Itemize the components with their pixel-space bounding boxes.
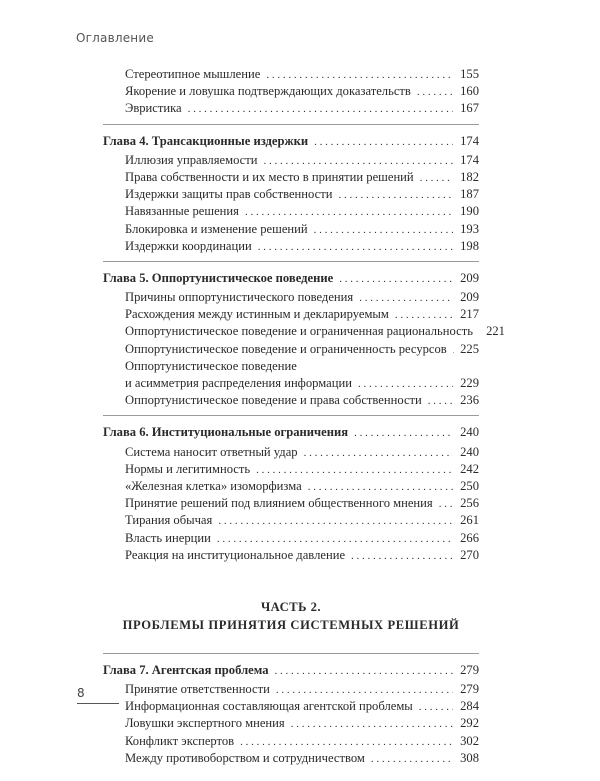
toc-entry-title: Эвристика xyxy=(125,101,182,116)
toc-entry xyxy=(103,512,479,529)
toc-entry xyxy=(103,444,479,461)
toc-entry xyxy=(103,681,479,698)
toc-entry-title: Власть инерции xyxy=(125,530,211,545)
toc-entry-page: 198 xyxy=(460,238,479,253)
toc-entry-title: Издержки координации xyxy=(125,238,252,253)
toc-group-continued xyxy=(103,66,479,125)
page-number: 8 xyxy=(77,686,85,700)
toc-entry-page: 266 xyxy=(460,530,479,545)
toc-entry-title: Принятие ответственности xyxy=(125,682,270,697)
toc-entry xyxy=(103,203,479,220)
toc-entry xyxy=(103,461,479,478)
chapter-page: 209 xyxy=(460,270,479,285)
toc-entry-title: Оппортунистическое поведение и права собственности xyxy=(125,393,422,408)
toc-entry-title: Издержки защиты прав собственности xyxy=(125,187,333,202)
toc-entry-title: Оппортунистическое поведение и ограниченность ресурсов xyxy=(125,341,447,356)
toc-entry xyxy=(103,66,479,83)
chapter-page: 174 xyxy=(460,133,479,148)
toc-entry-page: 229 xyxy=(460,376,479,390)
chapter-heading xyxy=(103,133,479,150)
chapter-title: Глава 7. Агентская проблема xyxy=(103,662,269,677)
table-of-contents xyxy=(103,66,505,781)
toc-entry-title: Иллюзия управляемости xyxy=(125,152,258,167)
toc-entry xyxy=(103,221,479,238)
toc-chapter-6 xyxy=(103,424,479,570)
toc-entry xyxy=(103,186,479,203)
toc-entry xyxy=(103,100,479,117)
toc-entry-page: 250 xyxy=(460,478,479,493)
chapter-heading xyxy=(103,662,479,679)
toc-entry-title-line1: Оппортунистическое поведение xyxy=(125,358,297,373)
toc-entry-page: 160 xyxy=(460,84,479,99)
toc-entry-title: Тирания обычая xyxy=(125,513,213,528)
toc-entry-page: 240 xyxy=(460,444,479,459)
toc-chapter-7 xyxy=(103,662,479,773)
toc-entry-title: Нормы и легитимность xyxy=(125,461,251,476)
chapter-title: Глава 6. Институциональные ограничения xyxy=(103,425,349,440)
page-number-rule xyxy=(77,703,119,704)
toc-entry-title: Реакция на институциональное давление xyxy=(125,547,346,562)
toc-entry-title: Якорение и ловушка подтверждающих доказательств xyxy=(125,84,411,99)
toc-entry-title: Навязанные решения xyxy=(125,204,239,219)
part-divider xyxy=(103,653,479,654)
toc-entry-title: Конфликт экспертов xyxy=(125,733,235,748)
toc-entry-page: 308 xyxy=(460,750,479,765)
chapter-title: Глава 5. Оппортунистическое поведение xyxy=(103,270,334,285)
toc-entry-page: 279 xyxy=(460,682,479,697)
toc-entry-page: 217 xyxy=(460,307,479,322)
toc-entry-title: Блокировка и изменение решений xyxy=(125,221,308,236)
toc-entry-title: Оппортунистическое поведение и ограниченная рациональность xyxy=(125,324,473,339)
chapter-page: 279 xyxy=(460,662,479,677)
toc-entry xyxy=(103,530,479,547)
toc-entry-page: 261 xyxy=(460,513,479,528)
toc-entry-page: 209 xyxy=(460,290,479,305)
toc-entry xyxy=(103,750,479,767)
toc-entry-page: 155 xyxy=(460,67,479,81)
toc-entry-title: Права собственности и их место в принятии решений xyxy=(125,169,414,184)
part-title: ПРОБЛЕМЫ ПРИНЯТИЯ СИСТЕМНЫХ РЕШЕНИЙ xyxy=(122,617,460,632)
toc-entry-page: 236 xyxy=(460,393,479,408)
toc-entry-title: Принятие решений под влиянием общественного мнения xyxy=(125,496,433,511)
toc-entry xyxy=(103,733,479,750)
toc-entry-page: 270 xyxy=(460,547,479,562)
toc-chapter-4 xyxy=(103,133,479,262)
toc-entry-page: 225 xyxy=(460,341,479,356)
toc-entry-page: 221 xyxy=(486,324,505,339)
toc-entry xyxy=(103,83,479,100)
toc-entry-title: Причины оппортунистического поведения xyxy=(125,290,354,305)
toc-entry-page: 182 xyxy=(460,169,479,184)
toc-entry-page: 242 xyxy=(460,461,479,476)
chapter-page: 240 xyxy=(460,425,479,440)
toc-entry-title: Ловушки экспертного мнения xyxy=(125,716,285,731)
toc-entry xyxy=(103,478,479,495)
toc-entry-title: «Железная клетка» изоморфизма xyxy=(125,478,302,493)
toc-chapter-5 xyxy=(103,270,505,417)
toc-entry xyxy=(103,392,479,409)
toc-entry-page: 187 xyxy=(460,187,479,202)
toc-entry xyxy=(103,323,505,340)
toc-entry-page: 193 xyxy=(460,221,479,236)
toc-entry-title: Расхождения между истинным и декларируемым xyxy=(125,307,389,322)
toc-entry-page: 190 xyxy=(460,204,479,219)
toc-entry xyxy=(103,238,479,255)
toc-entry xyxy=(103,495,479,512)
toc-entry xyxy=(103,289,479,306)
toc-entry-page: 174 xyxy=(460,152,479,167)
chapter-heading xyxy=(103,270,479,287)
toc-entry xyxy=(103,715,479,732)
toc-entry xyxy=(103,306,479,323)
part-heading xyxy=(103,600,479,633)
chapter-title: Глава 4. Трансакционные издержки xyxy=(103,133,309,148)
toc-entry-title: Информационная составляющая агентской проблемы xyxy=(125,699,413,714)
running-head: Оглавление xyxy=(76,31,154,45)
chapter-heading xyxy=(103,424,479,441)
toc-entry xyxy=(103,547,479,564)
toc-entry-title-line2: и асимметрия распределения информации xyxy=(125,376,352,390)
toc-entry-title: Стереотипное мышление xyxy=(125,67,261,81)
toc-entry xyxy=(103,152,479,169)
toc-entry-page: 302 xyxy=(460,733,479,748)
toc-entry-page: 292 xyxy=(460,716,479,731)
toc-entry-page: 167 xyxy=(460,101,479,116)
toc-entry xyxy=(103,698,479,715)
toc-entry-title: Между противоборством и сотрудничеством xyxy=(125,750,365,765)
toc-entry-page: 256 xyxy=(460,496,479,511)
toc-entry-page: 284 xyxy=(460,699,479,714)
toc-entry xyxy=(103,169,479,186)
part-label: ЧАСТЬ 2. xyxy=(260,599,322,614)
toc-entry xyxy=(103,375,479,392)
toc-entry xyxy=(103,341,479,358)
toc-entry-title: Система наносит ответный удар xyxy=(125,444,298,459)
